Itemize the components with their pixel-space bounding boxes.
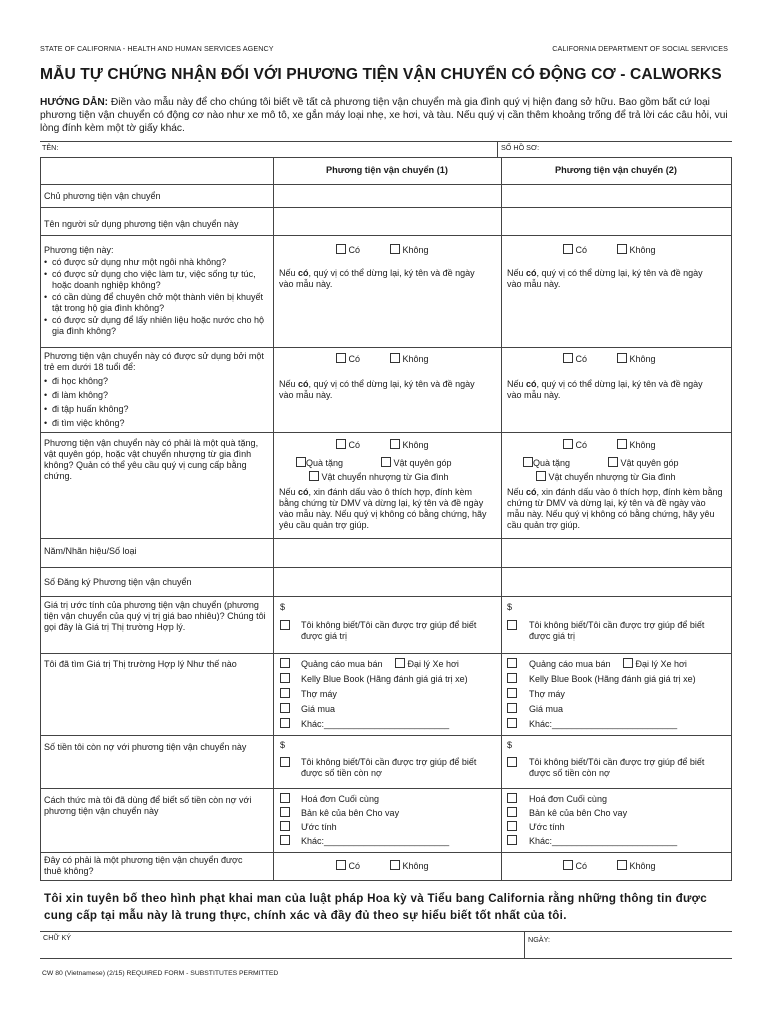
leased-no-1[interactable] — [390, 860, 429, 872]
vehicle-2-header: Phương tiện vận chuyển (2) — [555, 165, 677, 175]
fmv-ad-checkbox-1[interactable] — [280, 658, 290, 668]
fmv-mechanic-label: Thợ máy — [301, 689, 337, 699]
checkbox[interactable] — [336, 860, 346, 870]
form-footer: CW 80 (Vietnamese) (2/15) REQUIRED FORM - SUBSTITUTES PERMITTED — [42, 970, 279, 977]
checkbox[interactable] — [617, 353, 627, 363]
owed-other-checkbox-2[interactable] — [507, 835, 517, 845]
yes-label: Có — [575, 354, 588, 364]
checkbox[interactable] — [390, 244, 400, 254]
owed-estimate-label: Ước tính — [301, 822, 337, 832]
checkbox[interactable] — [623, 658, 633, 668]
q1-note-1: Nếu có, quý vị có thể dừng lại, ký tên và đề ngày vào mẫu này. — [279, 268, 475, 289]
q2-bullet: • đi tìm việc không? — [44, 418, 270, 429]
fmv-ad-label: Quảng cáo mua bán — [301, 659, 383, 669]
owed-other-label[interactable]: Khác:_________________________ — [529, 836, 678, 846]
fmv-other-label[interactable]: Khác:_________________________ — [301, 719, 450, 729]
fmv-purchase-checkbox-2[interactable] — [507, 703, 517, 713]
dont-know-value-label: Tôi không biết/Tôi cần được trợ giúp để biết được giá trị — [301, 620, 477, 641]
q1-no-2[interactable] — [617, 244, 656, 256]
owed-estimate-checkbox-1[interactable] — [280, 821, 290, 831]
yes-label: Có — [575, 861, 588, 871]
q2-yes-1[interactable] — [336, 353, 360, 365]
owed-statement-label: Bản kê của bên Cho vay — [529, 808, 628, 818]
fmv-purchase-label: Giá mua — [529, 704, 564, 714]
no-label: Không — [629, 861, 656, 871]
vehicle-1-header: Phương tiện vận chuyển (1) — [326, 165, 448, 175]
donation-label: Vật quyên góp — [393, 458, 452, 468]
name-label: TÊN: — [42, 143, 59, 152]
fmv-kbb-checkbox-1[interactable] — [280, 673, 290, 683]
user-field-1[interactable] — [276, 210, 498, 233]
dont-know-owed-label: Tôi không biết/Tôi cần được trợ giúp để biết được số tiền còn nợ — [529, 757, 705, 778]
declaration: Tôi xin tuyên bố theo hình phạt khai man của luật pháp Hoa kỳ và Tiểu bang California rằng những thông tin được cung cấp tại mẫu này là trung thực, chính xác và đầy đủ theo sự hiểu biết tốt nhất của tôi. — [44, 892, 707, 922]
fmv-mechanic-checkbox-2[interactable] — [507, 688, 517, 698]
dont-know-value-checkbox-2[interactable] — [507, 620, 517, 630]
no-label: Không — [402, 354, 429, 364]
dollar-sign: $ — [507, 602, 513, 612]
q3-yes-2[interactable] — [563, 439, 587, 451]
q2-note-2: Nếu có, quý vị có thể dừng lại, ký tên và đề ngày vào mẫu này. — [507, 379, 703, 400]
case-number-label: SỐ HỒ SƠ: — [501, 143, 540, 152]
agency-left: STATE OF CALIFORNIA - HEALTH AND HUMAN SERVICES AGENCY — [40, 44, 274, 53]
fmv-source-label: Tôi đã tìm Giá trị Thị trường Hợp lý Như thế nào — [44, 659, 237, 669]
checkbox[interactable] — [523, 457, 533, 467]
registration-label: Số Đăng ký Phương tiện vận chuyển — [44, 577, 192, 587]
no-label: Không — [402, 440, 429, 450]
q1-question — [44, 245, 270, 337]
registration-field-2[interactable] — [504, 570, 728, 594]
make-field-2[interactable] — [504, 541, 728, 565]
yes-label: Có — [575, 440, 588, 450]
date-field[interactable] — [528, 941, 728, 956]
checkbox[interactable] — [563, 244, 573, 254]
checkbox[interactable] — [617, 860, 627, 870]
owed-estimate-label: Ước tính — [529, 822, 565, 832]
owner-label: Chủ phương tiện vận chuyển — [44, 191, 161, 201]
owner-field-2[interactable] — [504, 186, 728, 205]
q2-bullet: • đi tập huấn không? — [44, 404, 270, 415]
agency-right: CALIFORNIA DEPARTMENT OF SOCIAL SERVICES — [552, 44, 728, 53]
q3-note-1: Nếu có, xin đánh dấu vào ô thích hợp, đính kèm bằng chứng từ DMV và dừng lại, ký tên và đề ngày vào mẫu này. Nếu quý vị không có bằng chứng, hãy yêu cầu quản trợ giúp. — [279, 487, 487, 530]
owed-bill-checkbox-2[interactable] — [507, 793, 517, 803]
dont-know-owed-label: Tôi không biết/Tôi cần được trợ giúp để biết được số tiền còn nợ — [301, 757, 477, 778]
gift-label: Quà tặng — [533, 458, 571, 468]
q1-yes-1[interactable] — [336, 244, 360, 256]
date-label: NGÀY: — [528, 935, 550, 944]
no-label: Không — [402, 861, 429, 871]
fmv-purchase-checkbox-1[interactable] — [280, 703, 290, 713]
checkbox[interactable] — [563, 439, 573, 449]
checkbox[interactable] — [395, 658, 405, 668]
user-field-2[interactable] — [504, 210, 728, 233]
no-label: Không — [402, 245, 429, 255]
q2-intro: Phương tiện vận chuyển này có được sử dụng bởi một trẻ em dưới 18 tuổi để: — [44, 351, 264, 372]
q1-intro: Phương tiện này: — [44, 245, 114, 255]
no-label: Không — [629, 354, 656, 364]
dont-know-owed-checkbox-2[interactable] — [507, 757, 517, 767]
checkbox[interactable] — [608, 457, 618, 467]
owed-label: Số tiền tôi còn nợ với phương tiện vận chuyển này — [44, 742, 247, 752]
q3-no-2[interactable] — [617, 439, 656, 451]
q3-note-2: Nếu có, xin đánh dấu vào ô thích hợp, đính kèm bằng chứng từ DMV và dừng lại, ký tên và đề ngày vào mẫu này. Nếu quý vị không có bằng chứng, hãy yêu cầu quản trợ giúp. — [507, 487, 723, 530]
checkbox[interactable] — [309, 471, 319, 481]
dont-know-value-label: Tôi không biết/Tôi cần được trợ giúp để biết được giá trị — [529, 620, 705, 641]
checkbox[interactable] — [390, 353, 400, 363]
gift-option-1[interactable] — [296, 457, 343, 469]
q1-bullet: • có được sử dụng như một ngôi nhà không? — [44, 257, 270, 268]
yes-label: Có — [348, 440, 361, 450]
q1-bullet: • có được sử dụng cho việc làm tư, việc sống tự túc, hoặc doanh nghiệp không? — [44, 269, 270, 291]
checkbox[interactable] — [336, 353, 346, 363]
owed-other-label[interactable]: Khác:_________________________ — [301, 836, 450, 846]
signature-label: CHỮ KÝ — [43, 933, 72, 942]
checkbox[interactable] — [617, 439, 627, 449]
gift-label: Quà tặng — [306, 458, 344, 468]
family-transfer-label: Vật chuyển nhượng từ Gia đình — [548, 472, 676, 482]
fmv-other-label[interactable]: Khác:_________________________ — [529, 719, 678, 729]
owed-other-checkbox-1[interactable] — [280, 835, 290, 845]
q2-no-2[interactable] — [617, 353, 656, 365]
instructions-text: Điền vào mẫu này để cho chúng tôi biết về tất cả phương tiện vận chuyển mà gia đình quý vị hiện đang sở hữu. Bao gồm bất cứ loại phương tiện vận chuyển có động cơ nào như xe mô tô, xe gắn máy loại nhẹ, xe hơi, và tàu. Nếu quý vị cần thêm khoảng trống để trả lời các câu hỏi, vui lòng đính kèm một tờ giấy khác. — [40, 97, 728, 134]
owed-statement-checkbox-2[interactable] — [507, 807, 517, 817]
no-label: Không — [629, 440, 656, 450]
fmv-dealer-label: Đại lý Xe hơi — [635, 659, 687, 669]
q2-bullet: • đi làm không? — [44, 390, 270, 401]
dollar-sign: $ — [280, 740, 286, 750]
donation-option-1[interactable] — [381, 457, 452, 469]
registration-field-1[interactable] — [276, 570, 498, 594]
q1-yes-2[interactable] — [563, 244, 587, 256]
q3-no-1[interactable] — [390, 439, 429, 451]
q2-yes-2[interactable] — [563, 353, 587, 365]
dollar-sign: $ — [507, 740, 513, 750]
checkbox[interactable] — [536, 471, 546, 481]
checkbox[interactable] — [336, 439, 346, 449]
checkbox[interactable] — [390, 860, 400, 870]
q2-bullet: • đi học không? — [44, 376, 270, 387]
q3-yes-1[interactable] — [336, 439, 360, 451]
fmv-mechanic-label: Thợ máy — [529, 689, 565, 699]
fmv-dealer-option-1[interactable] — [395, 658, 459, 670]
owner-field-1[interactable] — [276, 186, 498, 205]
family-transfer-label: Vật chuyển nhượng từ Gia đình — [321, 472, 449, 482]
yes-label: Có — [575, 245, 588, 255]
fmv-dealer-label: Đại lý Xe hơi — [407, 659, 459, 669]
owed-field-1[interactable] — [290, 738, 490, 752]
owed-statement-checkbox-1[interactable] — [280, 807, 290, 817]
leased-no-2[interactable] — [617, 860, 656, 872]
user-label: Tên người sử dụng phương tiện vận chuyển này — [44, 219, 239, 229]
leased-yes-2[interactable] — [563, 860, 587, 872]
make-label: Năm/Nhãn hiệu/Số loại — [44, 546, 137, 556]
owed-field-2[interactable] — [518, 738, 718, 752]
fmv-ad-checkbox-2[interactable] — [507, 658, 517, 668]
no-label: Không — [629, 245, 656, 255]
q2-question — [44, 351, 270, 429]
value-field-1[interactable] — [290, 600, 490, 614]
owed-statement-label: Bản kê của bên Cho vay — [301, 808, 400, 818]
yes-label: Có — [348, 245, 361, 255]
fmv-kbb-checkbox-2[interactable] — [507, 673, 517, 683]
leased-yes-1[interactable] — [336, 860, 360, 872]
fmv-purchase-label: Giá mua — [301, 704, 336, 714]
checkbox[interactable] — [617, 244, 627, 254]
donation-label: Vật quyên góp — [620, 458, 679, 468]
make-field-1[interactable] — [276, 541, 498, 565]
fmv-kbb-label: Kelly Blue Book (Hãng đánh giá giá trị xe) — [529, 674, 696, 684]
q1-bullet: • có được sử dụng để lấy nhiên liệu hoặc nước cho hộ gia đình không? — [44, 315, 270, 337]
checkbox[interactable] — [563, 860, 573, 870]
fmv-mechanic-checkbox-1[interactable] — [280, 688, 290, 698]
signature-field[interactable] — [44, 941, 520, 956]
checkbox[interactable] — [381, 457, 391, 467]
fmv-kbb-label: Kelly Blue Book (Hãng đánh giá giá trị xe) — [301, 674, 468, 684]
fmv-other-checkbox-2[interactable] — [507, 718, 517, 728]
page-title: MẪU TỰ CHỨNG NHẬN ĐỐI VỚI PHƯƠNG TIỆN VẬN CHUYỂN CÓ ĐỘNG CƠ - CALWORKS — [40, 66, 722, 83]
leased-label: Đây có phải là một phương tiện vận chuyển được thuê không? — [44, 855, 243, 876]
q1-note-2: Nếu có, quý vị có thể dừng lại, ký tên và đề ngày vào mẫu này. — [507, 268, 703, 289]
yes-label: Có — [348, 861, 361, 871]
q1-bullet: • có cần dùng để chuyên chở một thành viên bị khuyết tật trong hộ gia đình không? — [44, 292, 270, 314]
owed-bill-label: Hoá đơn Cuối cùng — [529, 794, 607, 804]
dollar-sign: $ — [280, 602, 286, 612]
owed-bill-label: Hoá đơn Cuối cùng — [301, 794, 379, 804]
yes-label: Có — [348, 354, 361, 364]
family-transfer-option-1[interactable] — [309, 471, 449, 483]
q3-question: Phương tiện vận chuyển này có phải là một quà tặng, vật quyên góp, hoặc vật chuyển nhượng từ gia đình không? Quản có thể yêu cầu quý vị cung cấp bằng chứng. — [44, 438, 259, 481]
gift-option-2[interactable] — [523, 457, 570, 469]
fmv-other-checkbox-1[interactable] — [280, 718, 290, 728]
fmv-ad-label: Quảng cáo mua bán — [529, 659, 611, 669]
instructions-label: HƯỚNG DẪN: — [40, 97, 109, 108]
q2-note-1: Nếu có, quý vị có thể dừng lại, ký tên và đề ngày vào mẫu này. — [279, 379, 475, 400]
dont-know-owed-checkbox-1[interactable] — [280, 757, 290, 767]
dont-know-value-checkbox-1[interactable] — [280, 620, 290, 630]
owed-estimate-checkbox-2[interactable] — [507, 821, 517, 831]
checkbox[interactable] — [563, 353, 573, 363]
instructions — [40, 96, 732, 135]
checkbox[interactable] — [296, 457, 306, 467]
q2-no-1[interactable] — [390, 353, 429, 365]
q1-no-1[interactable] — [390, 244, 429, 256]
value-label: Giá trị ước tính của phương tiện vận chuyển (phương tiện vận chuyển của quý vị trị giá bao nhiêu)? Chúng tôi gọi đây là Giá trị Thị trường Hợp lý. — [44, 600, 266, 632]
checkbox[interactable] — [390, 439, 400, 449]
value-field-2[interactable] — [518, 600, 718, 614]
owed-bill-checkbox-1[interactable] — [280, 793, 290, 803]
fmv-dealer-option-2[interactable] — [623, 658, 687, 670]
family-transfer-option-2[interactable] — [536, 471, 676, 483]
checkbox[interactable] — [336, 244, 346, 254]
donation-option-2[interactable] — [608, 457, 679, 469]
owed-method-label: Cách thức mà tôi đã dùng để biết số tiền còn nợ với phương tiện vận chuyển này — [44, 795, 252, 816]
